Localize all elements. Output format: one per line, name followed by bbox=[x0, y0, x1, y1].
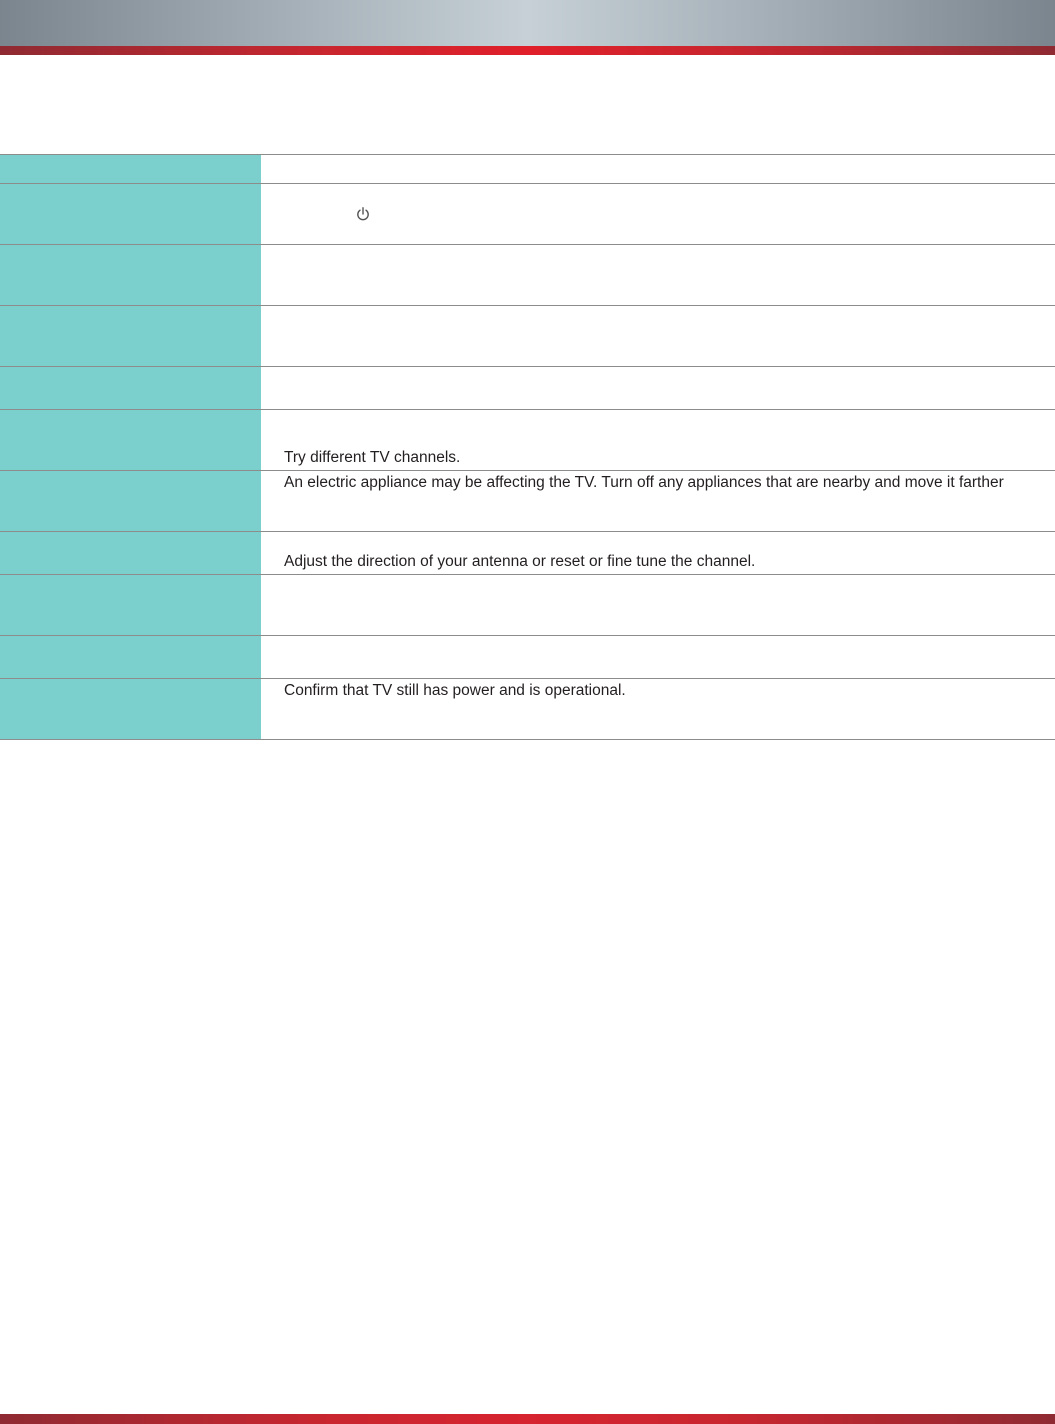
solution-cell bbox=[261, 636, 1055, 678]
table-row bbox=[0, 531, 1055, 574]
problem-cell bbox=[0, 245, 261, 305]
table-row bbox=[0, 183, 1055, 244]
solution-cell bbox=[261, 575, 1055, 635]
solution-text: Try different TV channels. bbox=[284, 449, 461, 466]
table-row bbox=[0, 470, 1055, 531]
table-row bbox=[0, 678, 1055, 739]
table-row bbox=[0, 409, 1055, 470]
solution-text: An electric appliance may be affecting the TV. Turn off any appliances that are nearby and move it farther bbox=[284, 474, 1004, 491]
footer-accent-stripe bbox=[0, 1414, 1055, 1424]
solution-cell bbox=[261, 245, 1055, 305]
solution-cell bbox=[261, 471, 1055, 531]
solution-text: Adjust the direction of your antenna or reset or fine tune the channel. bbox=[284, 553, 756, 570]
problem-cell bbox=[0, 410, 261, 470]
troubleshooting-table bbox=[0, 154, 1055, 740]
solution-cell bbox=[261, 155, 1055, 183]
header-bar bbox=[0, 0, 1055, 46]
table-row bbox=[0, 154, 1055, 183]
problem-cell bbox=[0, 532, 261, 574]
table-row bbox=[0, 305, 1055, 366]
table-row bbox=[0, 366, 1055, 409]
solution-cell bbox=[261, 679, 1055, 739]
solution-cell bbox=[261, 367, 1055, 409]
solution-text: Confirm that TV still has power and is operational. bbox=[284, 682, 626, 699]
solution-cell bbox=[261, 410, 1055, 470]
solution-cell bbox=[261, 184, 1055, 244]
solution-cell bbox=[261, 532, 1055, 574]
power-icon bbox=[355, 206, 371, 222]
solution-cell bbox=[261, 306, 1055, 366]
table-row bbox=[0, 635, 1055, 678]
problem-cell bbox=[0, 575, 261, 635]
problem-cell bbox=[0, 679, 261, 739]
problem-cell bbox=[0, 636, 261, 678]
table-row bbox=[0, 244, 1055, 305]
table-row bbox=[0, 574, 1055, 635]
problem-cell bbox=[0, 367, 261, 409]
problem-cell bbox=[0, 155, 261, 183]
problem-cell bbox=[0, 184, 261, 244]
problem-cell bbox=[0, 306, 261, 366]
problem-cell bbox=[0, 471, 261, 531]
header-accent-stripe bbox=[0, 46, 1055, 55]
